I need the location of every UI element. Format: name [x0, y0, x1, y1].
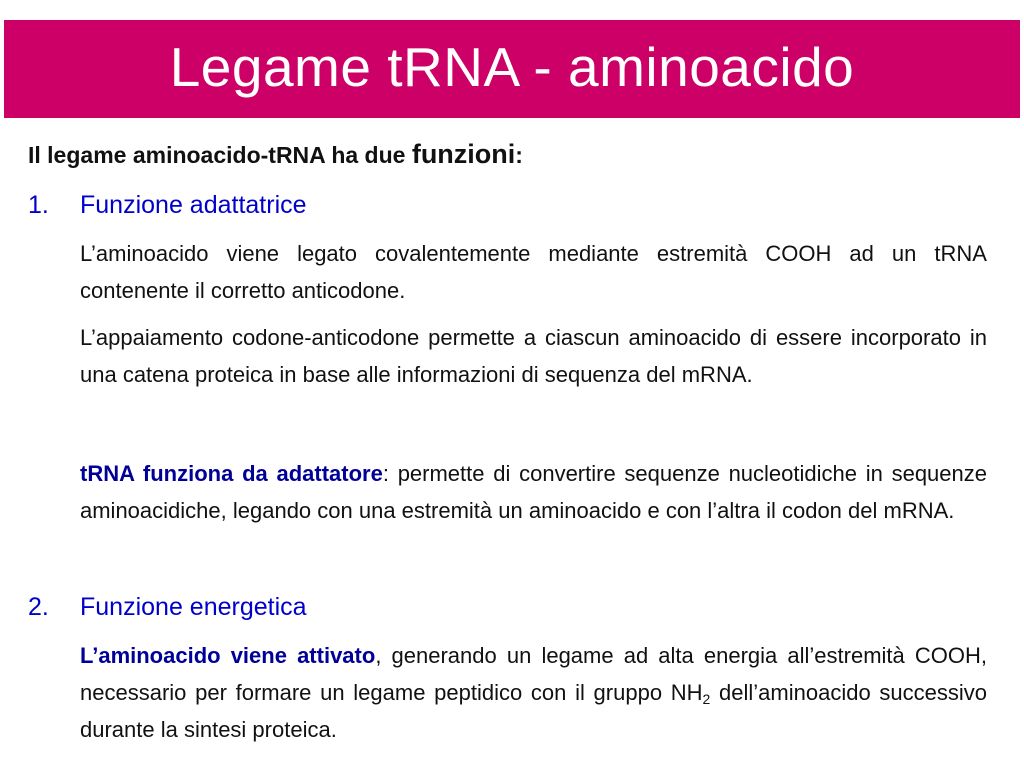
section-2-title: Funzione energetica — [80, 593, 307, 621]
section-1-title: Funzione adattatrice — [80, 191, 307, 219]
section-2-heading — [28, 593, 307, 622]
intro-colon: : — [515, 142, 523, 168]
section-2-paragraph-1 — [80, 637, 987, 748]
activation-text-1: , generando un legame ad alta energia all’estremità COOH, necessario per formare un legame peptidico con il gruppo NH — [80, 643, 987, 705]
section-1-paragraph-2: L’appaiamento codone-anticodone permette a ciascun aminoacido di essere incorporato in una catena proteica in base alle informazioni di sequenza del mRNA. — [80, 325, 987, 387]
section-1-heading — [28, 191, 307, 220]
intro-line — [28, 139, 523, 170]
adapter-emphasis: tRNA funziona da adattatore — [80, 461, 383, 486]
nh2-subscript: 2 — [702, 691, 711, 707]
slide-title: Legame tRNA - aminoacido — [169, 36, 855, 98]
section-1-paragraph-1: L’aminoacido viene legato covalentemente mediante estremità COOH ad un tRNA contenente il corretto anticodone. — [80, 241, 987, 303]
intro-emphasis: funzioni — [411, 139, 516, 169]
section-1-paragraph-3 — [80, 455, 987, 529]
activation-emphasis: L’aminoacido viene attivato — [80, 643, 376, 668]
activation-text-2: dell’aminoacido successivo durante la sintesi proteica. — [80, 680, 987, 742]
adapter-text: : permette di convertire sequenze nucleotidiche in sequenze aminoacidiche, legando con una estremità un aminoacido e con l’altra il codon del mRNA. — [80, 461, 987, 523]
intro-text: Il legame aminoacido-tRNA ha due — [28, 142, 406, 168]
section-1-number: 1. — [28, 191, 49, 219]
title-bar — [4, 20, 1020, 118]
section-2-number: 2. — [28, 593, 49, 621]
